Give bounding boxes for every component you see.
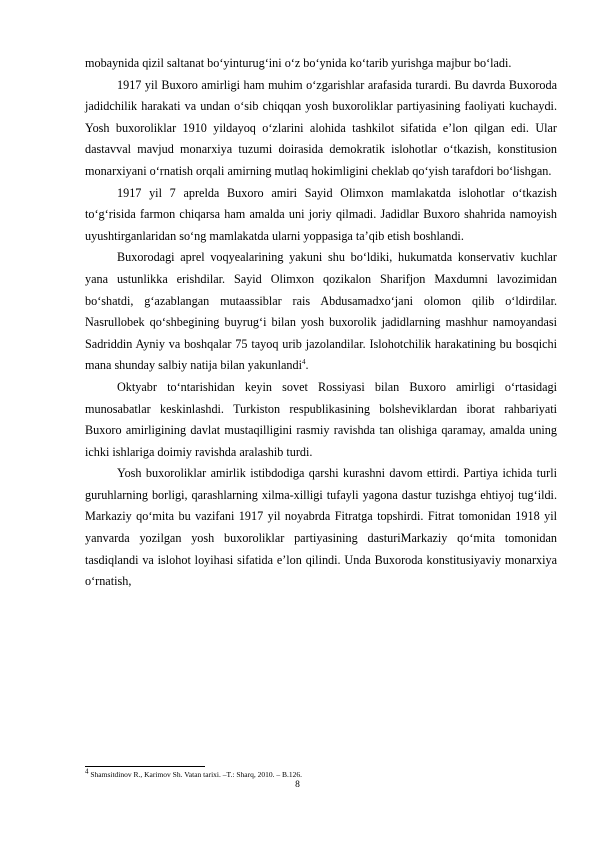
paragraph-3: 1917 yil 7 aprelda Buxoro amiri Sayid Olimxon mamlakatda islohotlar o‘tkazish to‘g‘risida farmon chiqarsa ham amalda uni joriy qilmadi. Jadidlar Buxoro shahrida namoyish uyushtirganlaridan so‘ng mamlakatda ularni yoppasiga ta’qib etish boshlandi. <box>85 185 557 243</box>
footnote <box>85 767 557 780</box>
paragraph-4 <box>85 247 557 377</box>
paragraph-4-end: . <box>305 358 309 373</box>
page-number: 8 <box>295 780 300 790</box>
footnote-reference[interactable]: 4 <box>301 358 306 367</box>
paragraph-5: Oktyabr to‘ntarishidan keyin sovet Rossiyasi bilan Buxoro amirligi o‘rtasidagi munosabatlar keskinlashdi. Turkiston respublikasining bolsheviklardan iborat rahbariyati Buxoro amirligining davlat mustaqilligini rasmiy ravishda tan olishiga qaramay, amalda uning ichki ishlariga doimiy ravishda aralashib turdi. <box>85 379 557 459</box>
paragraph-6: Yosh buxoroliklar amirlik istibdodiga qarshi kurashni davom ettirdi. Partiya ichida turli guruhlarning borligi, qarashlarning xilma-xilligi tufayli yagona dastur tuzishga ehtiyoj tug‘ildi. Markaziy qo‘mita bu vazifani 1917 yil noyabrda Fitratga topshirdi. Fitrat tomonidan 1918 yil yanvarda yozilgan yosh buxoroliklar partiyasining dasturiMarkaziy qo‘mita tomonidan tasdiqlandi va islohot loyihasi sifatida e’lon qilindi. Unda Buxoroda konstitusiyaviy monarxiya o‘rnatish, <box>85 466 557 589</box>
footnote-number: 4 <box>85 767 89 776</box>
footnote-divider <box>85 766 205 767</box>
document-body <box>85 53 557 593</box>
paragraph-2: 1917 yil Buxoro amirligi ham muhim o‘zgarishlar arafasida turardi. Bu davrda Buxoroda jadidchilik harakati va undan o‘sib chiqqan yosh buxoroliklar partiyasining faoliyati kuchaydi. Yosh buxoroliklar 1910 yildayoq o‘zlarini alohida tashkilot sifatida e’lon qilgan edi. Ular dastavval mavjud monarxiya tuzumi doirasida demokratik islohotlar o‘tkazish, konstitusion monarxiyani o‘rnatish orqali amirning mutlaq hokimligini cheklab qo‘yish tarafdori bo‘lishgan. <box>85 77 557 178</box>
footnote-text: Shamsitdinov R., Karimov Sh. Vatan tarixi. –T.: Sharq, 2010. – B.126. <box>88 770 302 779</box>
paragraph-4-text: Buxorodagi aprel voqyealarining yakuni shu bo‘ldiki, hukumatda konservativ kuchlar yana ustunlikka erishdilar. Sayid Olimxon qozikalon Sharifjon Maxdumni lavozimidan bo‘shatdi, g‘azablangan mutaassiblar rais Abdusamadxo‘janі olomon qilib o‘ldirdilar. Nasrullobek qo‘shbegining buyrug‘i bilan yosh buxorolik jadidlarning mashhur namoyandasi Sadriddin Ayniy va boshqalar 75 tayoq urib jazolandilar. Islohotchilik harakatining bu bosqichi mana shunday salbiy natija bilan yakunlandi <box>85 250 557 373</box>
paragraph-1: mobaynida qizil saltanat bo‘yinturug‘ini o‘z bo‘ynida ko‘tarib yurishga majbur bo‘ladi. <box>85 56 512 70</box>
